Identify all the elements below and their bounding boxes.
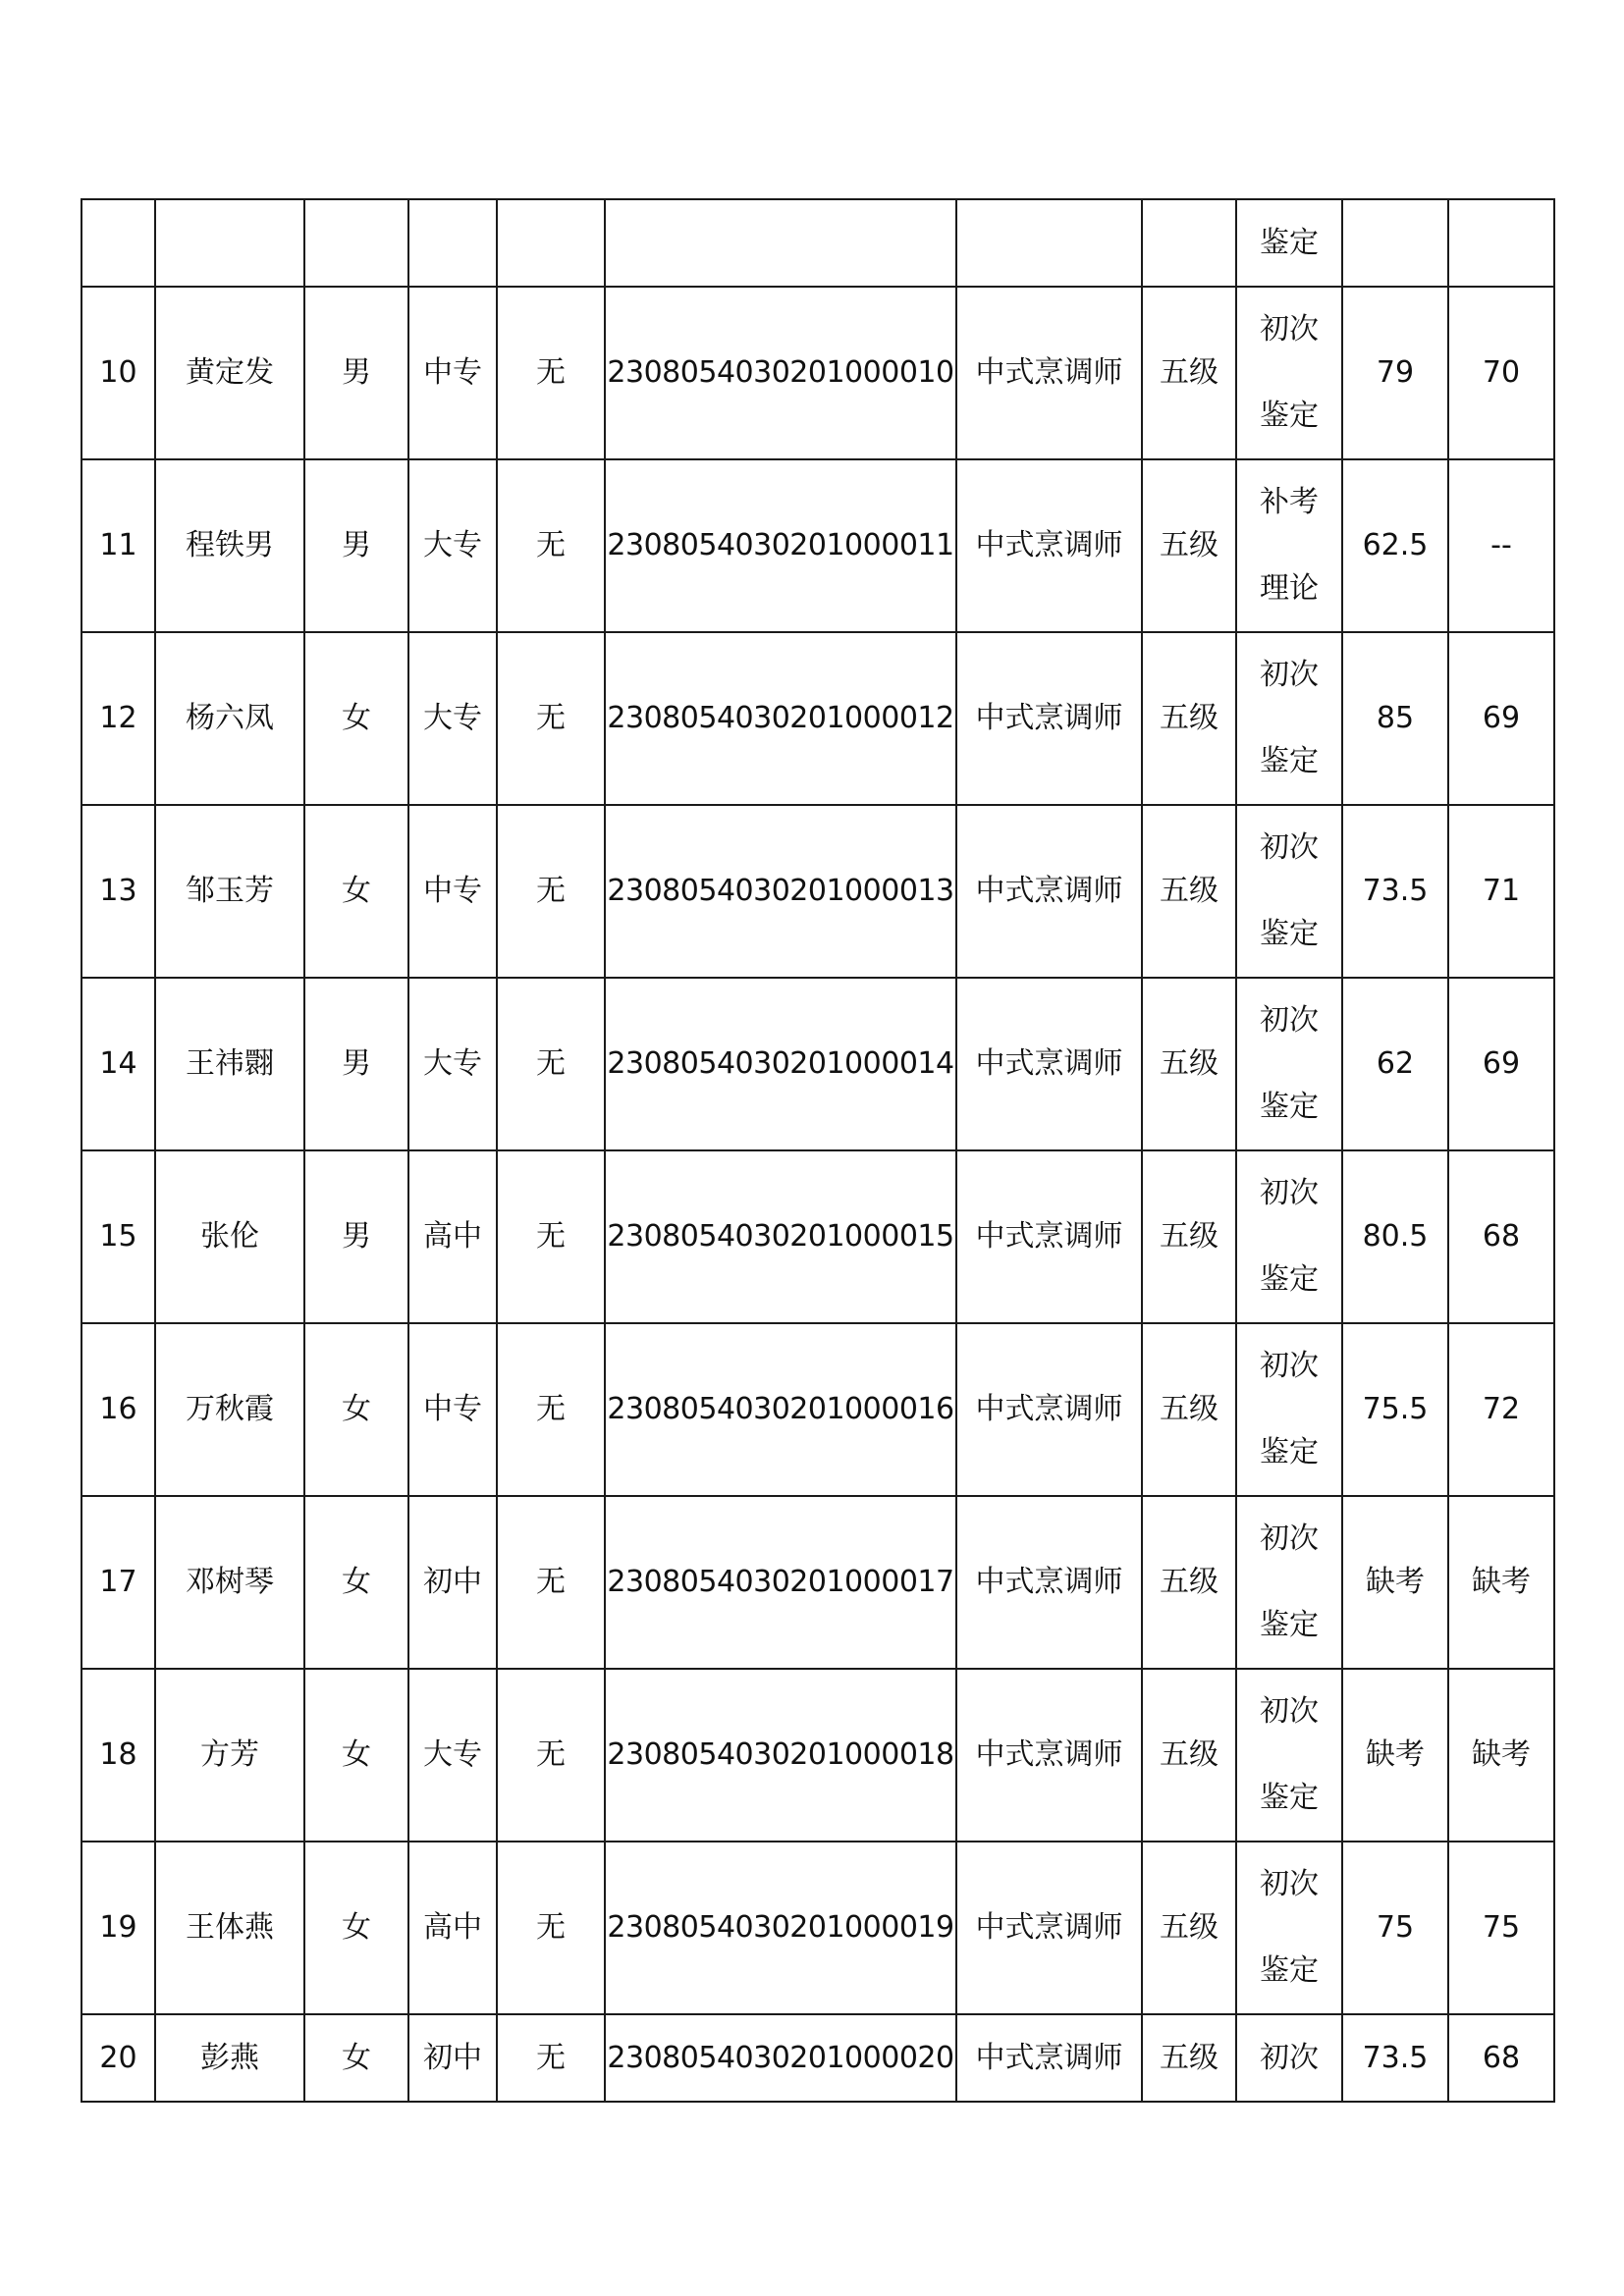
cell-id-number: 2308054030201000019 xyxy=(605,1842,956,2014)
cell-id-number: 2308054030201000012 xyxy=(605,632,956,805)
cell-name: 张伦 xyxy=(155,1150,304,1323)
exam-type-line1: 初次 xyxy=(1260,2040,1319,2075)
cell-skill-score xyxy=(1448,199,1554,287)
cell-certificate: 无 xyxy=(497,287,605,459)
exam-type-line1: 初次 xyxy=(1260,312,1319,347)
cell-id-number: 2308054030201000017 xyxy=(605,1496,956,1669)
exam-type-line2: 鉴定 xyxy=(1260,1781,1319,1815)
exam-type-line1: 初次 xyxy=(1260,830,1319,865)
cell-no: 17 xyxy=(81,1496,155,1669)
table-row xyxy=(81,978,1554,1150)
cell-certificate: 无 xyxy=(497,805,605,978)
cell-skill-score: 70 xyxy=(1448,287,1554,459)
cell-id-number: 2308054030201000016 xyxy=(605,1323,956,1496)
cell-education: 高中 xyxy=(408,1150,497,1323)
cell-skill-score: 68 xyxy=(1448,1150,1554,1323)
cell-skill-score: -- xyxy=(1448,459,1554,632)
cell-no: 16 xyxy=(81,1323,155,1496)
cell-occupation: 中式烹调师 xyxy=(956,1842,1142,2014)
exam-type-line2: 理论 xyxy=(1260,571,1319,606)
cell-id-number: 2308054030201000015 xyxy=(605,1150,956,1323)
cell-skill-score: 69 xyxy=(1448,632,1554,805)
cell-skill-score: 缺考 xyxy=(1448,1669,1554,1842)
cell-skill-score: 69 xyxy=(1448,978,1554,1150)
cell-no: 20 xyxy=(81,2014,155,2102)
table-row xyxy=(81,2014,1554,2102)
cell-occupation: 中式烹调师 xyxy=(956,2014,1142,2102)
exam-type-line1: 初次 xyxy=(1260,1522,1319,1556)
cell-exam-type xyxy=(1236,978,1342,1150)
exam-type-line1: 初次 xyxy=(1260,1003,1319,1038)
exam-type-line1: 初次 xyxy=(1260,1867,1319,1901)
cell-gender: 女 xyxy=(304,805,408,978)
cell-level: 五级 xyxy=(1142,632,1236,805)
cell-exam-type xyxy=(1236,1496,1342,1669)
cell-no: 13 xyxy=(81,805,155,978)
exam-results-table xyxy=(81,198,1555,2103)
cell-id-number: 2308054030201000018 xyxy=(605,1669,956,1842)
cell-name: 杨六凤 xyxy=(155,632,304,805)
cell-name: 王祎翾 xyxy=(155,978,304,1150)
table-row xyxy=(81,287,1554,459)
exam-type-line2: 鉴定 xyxy=(1260,1953,1319,1988)
cell-education: 大专 xyxy=(408,1669,497,1842)
cell-exam-type xyxy=(1236,1323,1342,1496)
cell-theory-score: 62.5 xyxy=(1342,459,1448,632)
cell-gender xyxy=(304,199,408,287)
cell-level: 五级 xyxy=(1142,459,1236,632)
cell-education: 大专 xyxy=(408,978,497,1150)
exam-type-line1: 初次 xyxy=(1260,658,1319,692)
cell-name xyxy=(155,199,304,287)
cell-theory-score: 缺考 xyxy=(1342,1496,1448,1669)
cell-certificate: 无 xyxy=(497,632,605,805)
cell-education: 中专 xyxy=(408,287,497,459)
exam-type-line2: 鉴定 xyxy=(1260,1090,1319,1124)
cell-id-number: 2308054030201000011 xyxy=(605,459,956,632)
table-body xyxy=(81,199,1554,2102)
cell-occupation: 中式烹调师 xyxy=(956,805,1142,978)
cell-theory-score: 75 xyxy=(1342,1842,1448,2014)
exam-type-line1: 鉴定 xyxy=(1260,225,1319,260)
cell-education: 大专 xyxy=(408,632,497,805)
cell-education xyxy=(408,199,497,287)
cell-theory-score: 79 xyxy=(1342,287,1448,459)
cell-level: 五级 xyxy=(1142,1669,1236,1842)
cell-theory-score xyxy=(1342,199,1448,287)
table-row xyxy=(81,1323,1554,1496)
cell-name: 邹玉芳 xyxy=(155,805,304,978)
exam-type-line1: 补考 xyxy=(1260,485,1319,519)
cell-education: 中专 xyxy=(408,1323,497,1496)
cell-level: 五级 xyxy=(1142,805,1236,978)
cell-education: 大专 xyxy=(408,459,497,632)
cell-no: 19 xyxy=(81,1842,155,2014)
cell-theory-score: 62 xyxy=(1342,978,1448,1150)
exam-type-line1: 初次 xyxy=(1260,1694,1319,1729)
cell-theory-score: 缺考 xyxy=(1342,1669,1448,1842)
cell-occupation: 中式烹调师 xyxy=(956,978,1142,1150)
cell-certificate xyxy=(497,199,605,287)
cell-theory-score: 73.5 xyxy=(1342,805,1448,978)
cell-no: 15 xyxy=(81,1150,155,1323)
cell-gender: 女 xyxy=(304,1842,408,2014)
cell-no: 18 xyxy=(81,1669,155,1842)
exam-type-line2: 鉴定 xyxy=(1260,1435,1319,1469)
cell-name: 黄定发 xyxy=(155,287,304,459)
cell-gender: 女 xyxy=(304,2014,408,2102)
table-row xyxy=(81,1150,1554,1323)
cell-occupation: 中式烹调师 xyxy=(956,1669,1142,1842)
cell-id-number: 2308054030201000013 xyxy=(605,805,956,978)
cell-exam-type xyxy=(1236,632,1342,805)
cell-no: 11 xyxy=(81,459,155,632)
cell-gender: 男 xyxy=(304,978,408,1150)
table-row xyxy=(81,1669,1554,1842)
cell-skill-score: 75 xyxy=(1448,1842,1554,2014)
cell-occupation xyxy=(956,199,1142,287)
cell-gender: 女 xyxy=(304,1496,408,1669)
cell-level: 五级 xyxy=(1142,1496,1236,1669)
exam-type-line1: 初次 xyxy=(1260,1349,1319,1383)
cell-gender: 女 xyxy=(304,1323,408,1496)
cell-occupation: 中式烹调师 xyxy=(956,632,1142,805)
cell-exam-type xyxy=(1236,1669,1342,1842)
exam-type-line2: 鉴定 xyxy=(1260,744,1319,778)
table-row xyxy=(81,1842,1554,2014)
cell-gender: 男 xyxy=(304,1150,408,1323)
cell-gender: 女 xyxy=(304,1669,408,1842)
cell-theory-score: 80.5 xyxy=(1342,1150,1448,1323)
cell-id-number: 2308054030201000010 xyxy=(605,287,956,459)
cell-gender: 男 xyxy=(304,287,408,459)
cell-level: 五级 xyxy=(1142,287,1236,459)
cell-education: 初中 xyxy=(408,1496,497,1669)
cell-education: 中专 xyxy=(408,805,497,978)
cell-skill-score: 72 xyxy=(1448,1323,1554,1496)
cell-no: 10 xyxy=(81,287,155,459)
cell-name: 万秋霞 xyxy=(155,1323,304,1496)
table-row xyxy=(81,805,1554,978)
cell-certificate: 无 xyxy=(497,459,605,632)
cell-name: 彭燕 xyxy=(155,2014,304,2102)
cell-id-number xyxy=(605,199,956,287)
cell-education: 初中 xyxy=(408,2014,497,2102)
cell-exam-type xyxy=(1236,1150,1342,1323)
cell-exam-type xyxy=(1236,287,1342,459)
cell-id-number: 2308054030201000014 xyxy=(605,978,956,1150)
cell-occupation: 中式烹调师 xyxy=(956,1323,1142,1496)
cell-exam-type xyxy=(1236,2014,1342,2102)
exam-type-line2: 鉴定 xyxy=(1260,1262,1319,1297)
cell-gender: 女 xyxy=(304,632,408,805)
cell-level: 五级 xyxy=(1142,1150,1236,1323)
table-row xyxy=(81,1496,1554,1669)
cell-skill-score: 71 xyxy=(1448,805,1554,978)
cell-occupation: 中式烹调师 xyxy=(956,459,1142,632)
cell-exam-type xyxy=(1236,1842,1342,2014)
cell-no: 12 xyxy=(81,632,155,805)
exam-type-line1: 初次 xyxy=(1260,1176,1319,1210)
cell-certificate: 无 xyxy=(497,1669,605,1842)
cell-certificate: 无 xyxy=(497,1323,605,1496)
cell-certificate: 无 xyxy=(497,1842,605,2014)
cell-certificate: 无 xyxy=(497,978,605,1150)
cell-occupation: 中式烹调师 xyxy=(956,1496,1142,1669)
cell-certificate: 无 xyxy=(497,1496,605,1669)
exam-type-line2: 鉴定 xyxy=(1260,917,1319,951)
cell-theory-score: 85 xyxy=(1342,632,1448,805)
cell-gender: 男 xyxy=(304,459,408,632)
cell-name: 程铁男 xyxy=(155,459,304,632)
cell-no xyxy=(81,199,155,287)
cell-level: 五级 xyxy=(1142,1842,1236,2014)
cell-level: 五级 xyxy=(1142,1323,1236,1496)
cell-name: 方芳 xyxy=(155,1669,304,1842)
table-row xyxy=(81,459,1554,632)
cell-certificate: 无 xyxy=(497,1150,605,1323)
cell-skill-score: 缺考 xyxy=(1448,1496,1554,1669)
cell-exam-type xyxy=(1236,199,1342,287)
cell-theory-score: 75.5 xyxy=(1342,1323,1448,1496)
cell-exam-type xyxy=(1236,805,1342,978)
exam-type-line2: 鉴定 xyxy=(1260,1608,1319,1642)
cell-level xyxy=(1142,199,1236,287)
cell-name: 王体燕 xyxy=(155,1842,304,2014)
cell-occupation: 中式烹调师 xyxy=(956,1150,1142,1323)
cell-occupation: 中式烹调师 xyxy=(956,287,1142,459)
cell-exam-type xyxy=(1236,459,1342,632)
cell-id-number: 2308054030201000020 xyxy=(605,2014,956,2102)
cell-education: 高中 xyxy=(408,1842,497,2014)
table-row xyxy=(81,632,1554,805)
cell-name: 邓树琴 xyxy=(155,1496,304,1669)
cell-no: 14 xyxy=(81,978,155,1150)
cell-certificate: 无 xyxy=(497,2014,605,2102)
cell-level: 五级 xyxy=(1142,2014,1236,2102)
table-row-partial xyxy=(81,199,1554,287)
cell-skill-score: 68 xyxy=(1448,2014,1554,2102)
cell-theory-score: 73.5 xyxy=(1342,2014,1448,2102)
cell-level: 五级 xyxy=(1142,978,1236,1150)
exam-type-line2: 鉴定 xyxy=(1260,399,1319,433)
